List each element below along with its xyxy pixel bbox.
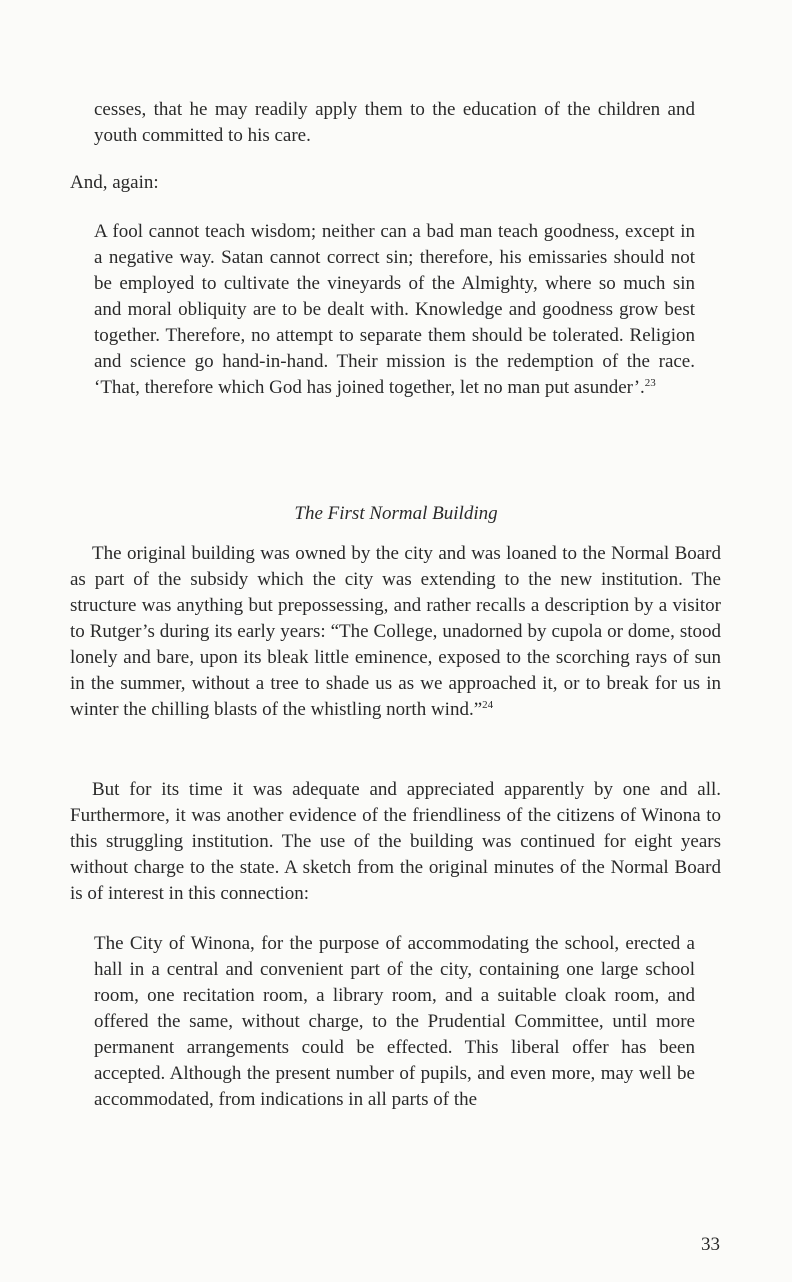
paragraph-adequate: But for its time it was adequate and appreciated apparently by one and all. Furthermore, it was another evidence of the friendliness of the citizens of Winona to this struggling institution. The use of the building was continued for eight years without charge to the state. A sketch from the original minutes of the Normal Board is of interest in this connection: — [70, 779, 721, 904]
footnote-marker-24: 24 — [482, 699, 494, 711]
quote-fool-cannot-teach: A fool cannot teach wisdom; neither can a bad man teach goodness, except in a negative way. Satan cannot correct sin; therefore, his emissaries should not be employed to cultivate the vineyards of the Almighty, where so much sin and moral obliquity are to be dealt with. Knowledge and goodness grow best together. Therefore, no attempt to separate them should be tolerated. Religion and science go hand-in-hand. Their mission is the redemption of the race. ‘That, therefore which God has joined together, let no man put asunder’.$^{23}$ — [94, 221, 695, 398]
quote-continuation: cesses, that he may readily apply them to the education of the children and youth committed to his care. — [94, 99, 695, 146]
quote-city-of-winona: The City of Winona, for the purpose of accommodating the school, erected a hall in a central and convenient part of the city, containing one large school room, one recitation room, a library room, and a suitable cloak room, and offered the same, without charge, to the Prudential Committee, until more permanent arrangements could be effected. This liberal offer has been accepted. Although the present number of pupils, and even more, may well be accommodated, from indications in all parts of the — [94, 933, 695, 1110]
section-heading: The First Normal Building — [294, 503, 498, 524]
page-number: 33 — [701, 1234, 720, 1255]
transition-text: And, again: — [70, 172, 159, 193]
paragraph-original-building: The original building was owned by the city and was loaned to the Normal Board as part of the subsidy which the city was extending to the new institution. The structure was anything but prepossessing, and rather recalls a description by a visitor to Rutger’s during its early years: “The College, unadorned by cupola or dome, stood lonely and bare, upon its bleak little eminence, exposed to the scorching rays of sun in the summer, without a tree to shade us as we approached it, or to break for us in winter the chilling blasts of the whistling north wind.”$^{24}$ — [70, 543, 721, 720]
footnote-marker-23: 23 — [644, 377, 656, 389]
